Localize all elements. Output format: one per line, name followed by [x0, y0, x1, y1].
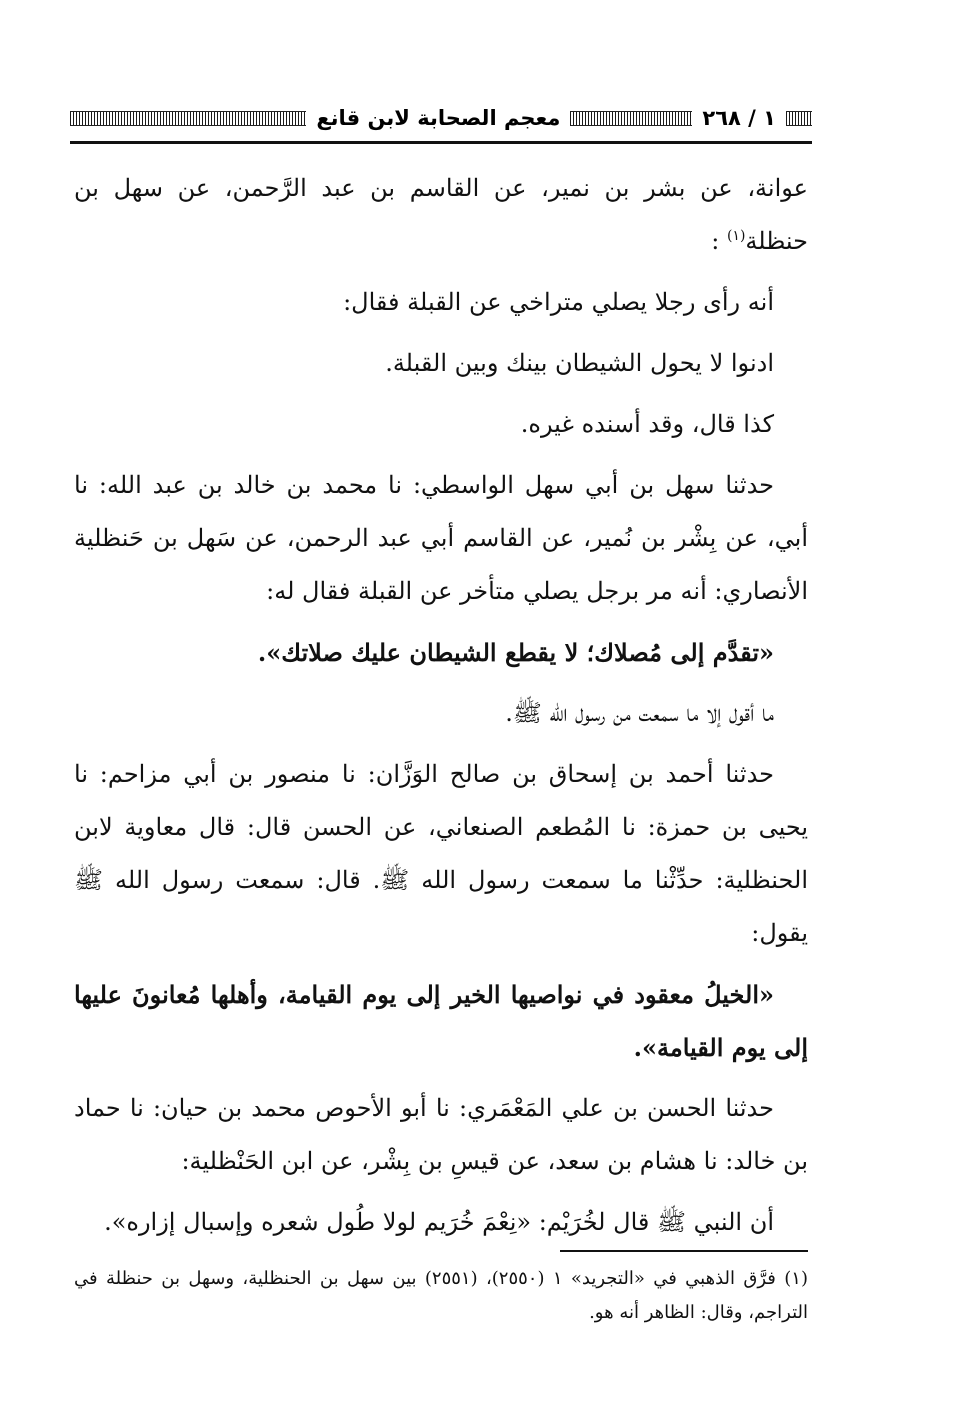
footnote: (١) فرَّق الذهبي في «التجريد» ١ (٢٥٥٠)، (٢٥٥١) بين سهل بن الحنظلية، وسهل بن حنظلة في التراجم، وقال: الظاهر أنه هو.	[74, 1268, 808, 1323]
paragraph-text: عوانة، عن بشر بن نمير، عن القاسم بن عبد الرَّحمن، عن سهل بن حنظلة	[74, 174, 808, 255]
paragraph: أنه رأى رجلا يصلي متراخي عن القبلة فقال:	[343, 288, 774, 316]
page-number: ١ / ٢٦٨	[702, 106, 776, 130]
book-title: معجم الصحابة لابن قانع	[316, 106, 561, 130]
header-ornament-left	[70, 111, 306, 126]
paragraph: ما أقول إلا ما سمعت من رسول الله ﷺ.	[505, 699, 774, 727]
paragraph	[74, 162, 808, 268]
paragraph: حدثنا أحمد بن إسحاق بن صالح الوَزَّان: نا منصور بن أبي مزاحم: نا يحيى بن حمزة: نا المُطعم الصنعاني، عن الحسن قال: قال معاوية لابن الحنظلية: حدِّثْنا ما سمعت رسول الله ﷺ. قال: سمعت رسول الله ﷺ يقول:	[74, 760, 808, 947]
footnotes	[74, 1262, 808, 1330]
header-ornament-middle	[570, 111, 692, 126]
footnote-reference: (١)	[726, 228, 746, 244]
header-rule	[70, 141, 812, 144]
main-text	[74, 162, 808, 1249]
footnote-separator	[560, 1250, 808, 1252]
paragraph: حدثنا الحسن بن علي المَعْمَري: نا أبو الأحوص محمد بن حيان: نا حماد بن خالد: نا هشام بن سعد، عن قيسِ بن بِشْر، عن ابن الحَنْظلية:	[74, 1094, 808, 1175]
running-header	[70, 98, 812, 138]
header-ornament-right	[786, 111, 812, 126]
paragraph: أن النبي ﷺ قال لخُرَيْم: «نِعْمَ خُرَيم لولا طُول شعره وإسبال إزاره».	[104, 1208, 774, 1236]
hadith-quote: «تقدَّم إلى مُصلاك؛ لا يقطع الشيطان عليك صلاتك».	[257, 638, 774, 667]
paragraph: كذا قال، وقد أسنده غيره.	[520, 410, 774, 438]
paragraph: ادنوا لا يحول الشيطان بينك وبين القبلة.	[385, 349, 774, 377]
paragraph: حدثنا سهل بن أبي سهل الواسطي: نا محمد بن خالد بن عبد الله: نا أبي، عن بِشْر بن نُمير، عن القاسم أبي عبد الرحمن، عن سَهل بن حَنظلية الأنصاري: أنه مر برجل يصلي متأخر عن القبلة فقال له:	[74, 471, 809, 605]
paragraph-punctuation: :	[711, 227, 727, 255]
hadith-quote: «الخيلُ معقود في نواصيها الخير إلى يوم القيامة، وأهلها مُعانونَ عليها إلى يوم القيامة».	[74, 980, 808, 1062]
